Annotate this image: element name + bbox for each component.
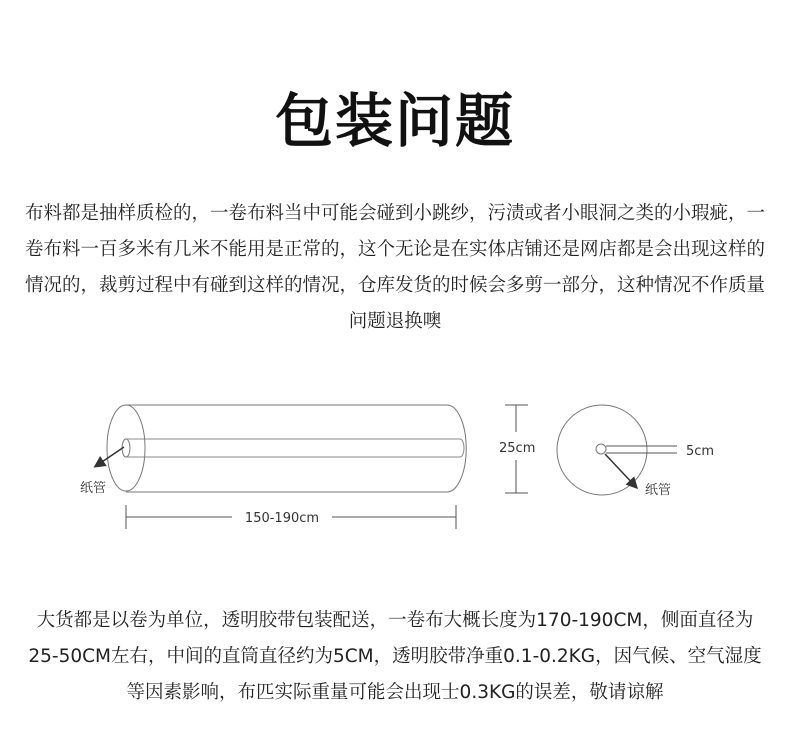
- tube-pointer-arrow: [96, 447, 124, 466]
- diameter-label: 25cm: [499, 441, 536, 456]
- details-paragraph: 大货都是以卷为单位，透明胶带包装配送，一卷布大概长度为170-190CM，侧面直径为25-50CM左右，中间的直筒直径约为5CM，透明胶带净重0.1-0.2KG，因气候、空气湿度等因素影响，布匹实际重量可能会出现士0.3KG的误差，敬请谅解: [28, 610, 762, 703]
- tube-label-end: 纸管: [645, 483, 672, 498]
- intro-paragraph: 布料都是抽样质检的，一卷布料当中可能会碰到小跳纱，污渍或者小眼洞之类的小瑕疵，一卷布料一百多米有几米不能用是正常的，这个无论是在实体店铺还是网店都是会出现这样的情况的，裁剪过程中有碰到这样的情况，仓库发货的时候会多剪一部分，这种情况不作质量问题退换噢: [24, 203, 765, 332]
- roll-end-view: [557, 405, 677, 495]
- core-diameter-label: 5cm: [686, 444, 715, 459]
- length-label: 150-190cm: [244, 511, 320, 526]
- page-title: 包装问题: [274, 87, 515, 155]
- tube-label-side: 纸管: [80, 481, 107, 496]
- core-circle: [596, 444, 606, 454]
- core-pointer-arrow: [605, 454, 636, 487]
- roll-side-view: [96, 405, 466, 492]
